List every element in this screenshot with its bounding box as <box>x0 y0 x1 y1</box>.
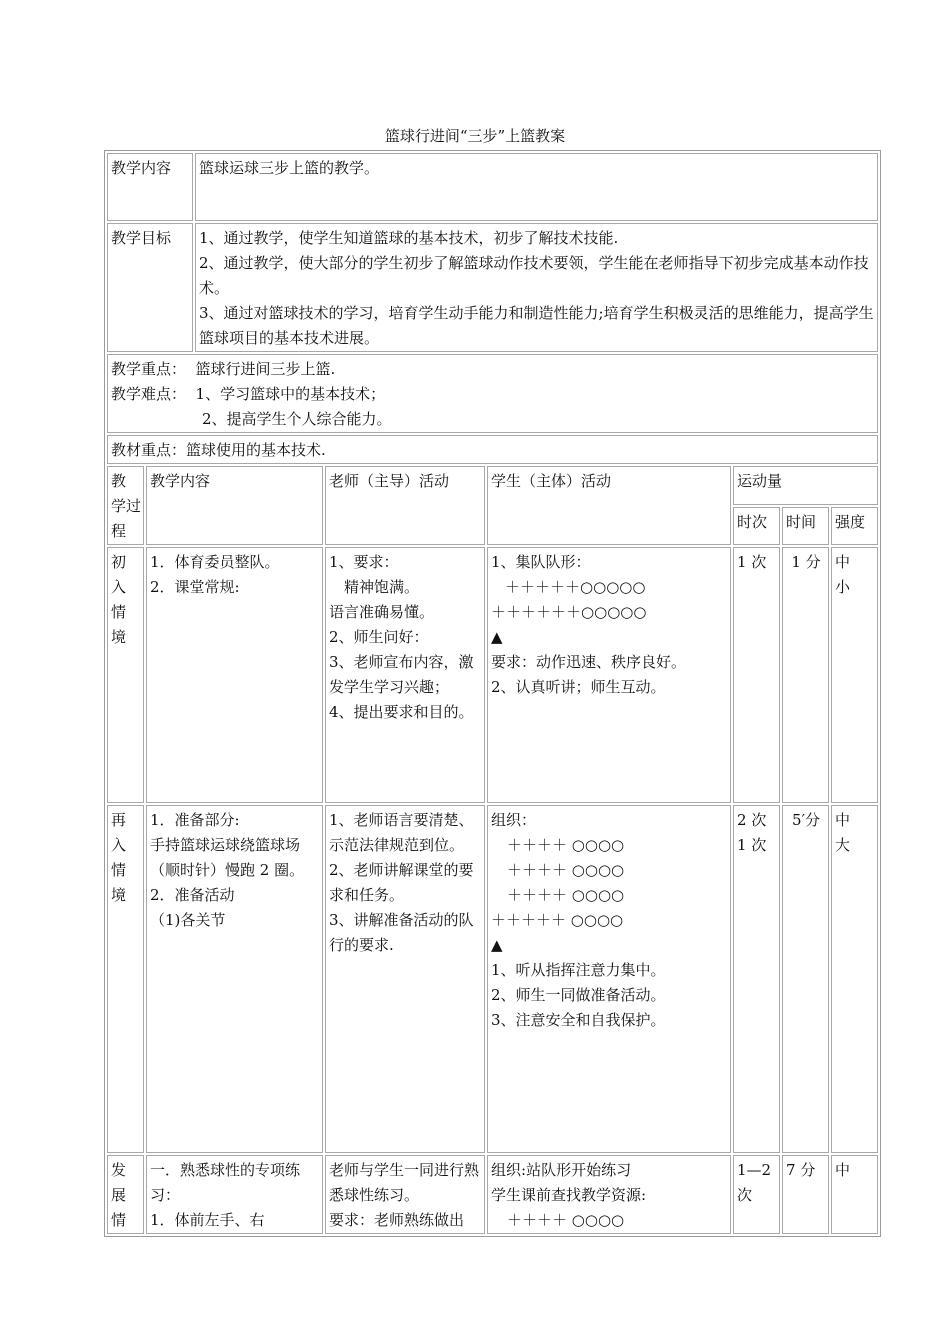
stage-cell: 再 入 情 境 <box>107 805 144 1153</box>
teacher-cell: 1、要求： 精神饱满。 语言准确易懂。 2、师生问好： 3、老师宣布内容，激发学生学习兴趣； 4、提出要求和目的。 <box>325 547 485 803</box>
content-cell: 一．熟悉球性的专项练习： 1．体前左手、右 <box>146 1155 323 1234</box>
goal-item: 3、通过对篮球技术的学习，培育学生动手能力和制造性能力;培育学生积极灵活的思维能力，提高学生篮球项目的基本技术进展。 <box>199 304 874 347</box>
col-load: 运动量 <box>733 466 878 505</box>
student-cell: 1、集队队形： ＋＋＋＋＋○○○○○ ＋＋＋＋＋＋○○○○○ ▲ 要求：动作迅速、秩序良好。 2、认真听讲；师生互动。 <box>487 547 731 803</box>
difficulty-point: 教学难点： 1、学习篮球中的基本技术； <box>111 385 386 403</box>
content-cell: 1．准备部分: 手持篮球运球绕篮球场（顺时针）慢跑 2 圈。 2．准备活动 （1)各关节 <box>146 805 323 1153</box>
material-key: 教材重点：篮球使用的基本技术. <box>107 435 878 464</box>
times-cell: 1—2 次 <box>733 1155 780 1234</box>
col-duration: 时间 <box>782 507 829 546</box>
student-cell: 组织:站队形开始练习 学生课前查找教学资源: ＋＋＋＋ ○○○○ <box>487 1155 731 1234</box>
lesson-plan-table <box>104 150 881 1237</box>
col-intensity: 强度 <box>831 507 878 546</box>
stage-cell: 初 入 情 境 <box>107 547 144 803</box>
duration-cell: 7 分 <box>782 1155 829 1234</box>
content-cell: 1．体育委员整队。 2．课堂常规: <box>146 547 323 803</box>
col-times: 时次 <box>733 507 780 546</box>
teacher-cell: 老师与学生一同进行熟悉球性练习。 要求：老师熟练做出 <box>325 1155 485 1234</box>
col-process: 教 学过程 <box>107 466 144 545</box>
teacher-cell: 1、老师语言要清楚、示范法律规范到位。 2、老师讲解课堂的要求和任务。 3、讲解准备活动的队行的要求. <box>325 805 485 1153</box>
intensity-cell: 中 小 <box>831 547 878 803</box>
col-teacher: 老师（主导）活动 <box>325 466 485 545</box>
key-points <box>107 354 878 433</box>
col-content: 教学内容 <box>146 466 323 545</box>
content-value: 篮球运球三步上篮的教学。 <box>195 153 878 221</box>
goal-item: 2、通过教学，使大部分的学生初步了解篮球动作技术要领，学生能在老师指导下初步完成基本动作技术。 <box>199 254 869 297</box>
student-cell: 组织： ＋＋＋＋ ○○○○ ＋＋＋＋ ○○○○ ＋＋＋＋ ○○○○ ＋＋＋＋＋ ○○○○ ▲ 1、听从指挥注意力集中。 2、师生一同做准备活动。 3、注意安全和自我保护。 <box>487 805 731 1153</box>
key-point: 教学重点： 篮球行进间三步上篮. <box>111 360 336 378</box>
duration-cell: 1 分 <box>782 547 829 803</box>
duration-cell: 5′分 <box>782 805 829 1153</box>
content-label: 教学内容 <box>107 153 193 221</box>
document-title: 篮球行进间“三步”上篮教案 <box>384 127 566 145</box>
stage-cell: 发 展 情 <box>107 1155 144 1234</box>
intensity-cell: 中 <box>831 1155 878 1234</box>
difficulty-point: 2、提高学生个人综合能力。 <box>202 410 392 428</box>
times-cell: 1 次 <box>733 547 780 803</box>
intensity-cell: 中 大 <box>831 805 878 1153</box>
goal-label: 教学目标 <box>107 223 193 352</box>
col-student: 学生（主体）活动 <box>487 466 731 545</box>
goal-item: 1、通过教学，使学生知道篮球的基本技术，初步了解技术技能. <box>199 229 619 247</box>
goal-list <box>195 223 878 352</box>
teacher-position-marker: ▲ <box>491 628 503 646</box>
teacher-position-marker: ▲ <box>491 936 503 954</box>
times-cell: 2 次 1 次 <box>733 805 780 1153</box>
